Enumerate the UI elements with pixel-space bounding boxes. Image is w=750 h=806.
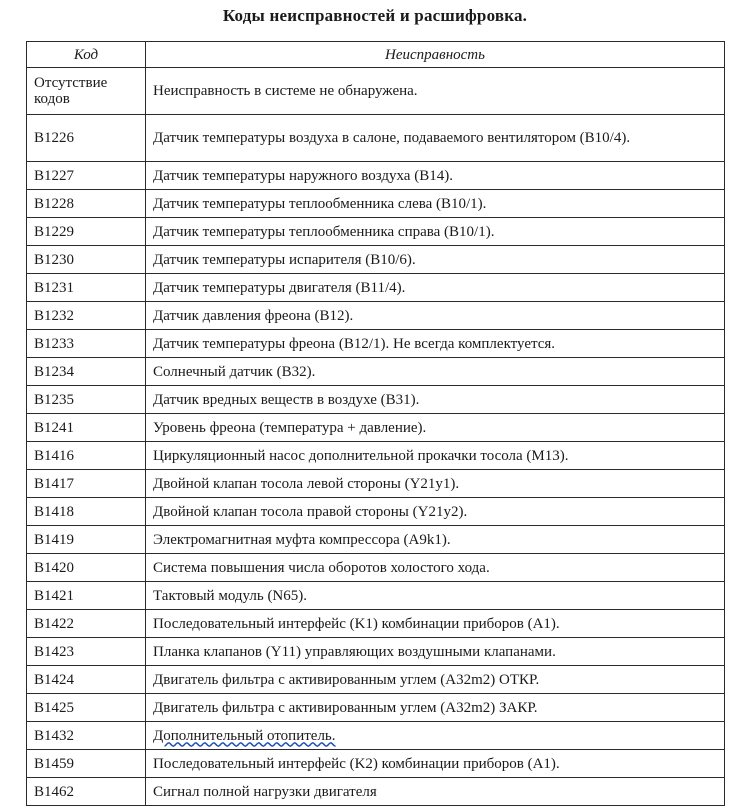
fault-description-cell: Датчик температуры теплообменника справа (B10/1).	[146, 218, 725, 246]
fault-code-cell: B1423	[27, 638, 146, 666]
table-row	[27, 68, 725, 115]
table-row	[27, 162, 725, 190]
fault-code-cell: B1231	[27, 274, 146, 302]
fault-description-cell: Датчик температуры наружного воздуха (B14).	[146, 162, 725, 190]
fault-description-cell: Циркуляционный насос дополнительной прокачки тосола (M13).	[146, 442, 725, 470]
fault-code-cell: B1229	[27, 218, 146, 246]
table-row	[27, 246, 725, 274]
fault-description-cell: Последовательный интерфейс (K1) комбинации приборов (A1).	[146, 610, 725, 638]
fault-code-cell: B1228	[27, 190, 146, 218]
fault-description-cell: Неисправность в системе не обнаружена.	[146, 68, 725, 115]
fault-code-cell: B1421	[27, 582, 146, 610]
fault-code-cell: B1241	[27, 414, 146, 442]
fault-code-cell: B1462	[27, 778, 146, 806]
fault-description-cell: Последовательный интерфейс (K2) комбинации приборов (A1).	[146, 750, 725, 778]
table-row	[27, 694, 725, 722]
fault-description-cell: Датчик температуры двигателя (B11/4).	[146, 274, 725, 302]
table-row	[27, 526, 725, 554]
fault-code-cell: B1235	[27, 386, 146, 414]
fault-code-cell: B1226	[27, 115, 146, 162]
table-row	[27, 610, 725, 638]
table-row	[27, 750, 725, 778]
fault-description-cell: Солнечный датчик (B32).	[146, 358, 725, 386]
fault-description-cell: Двойной клапан тосола левой стороны (Y21y1).	[146, 470, 725, 498]
table-row	[27, 218, 725, 246]
page-title: Коды неисправностей и расшифровка.	[222, 6, 528, 25]
fault-code-cell: Отсутствие кодов	[27, 68, 146, 115]
fault-description-cell: Двойной клапан тосола правой стороны (Y21y2).	[146, 498, 725, 526]
fault-description-text: Дополнительный отопитель.	[153, 727, 336, 744]
fault-description-cell: Планка клапанов (Y11) управляющих воздушными клапанами.	[146, 638, 725, 666]
fault-code-cell: B1424	[27, 666, 146, 694]
table-row	[27, 470, 725, 498]
fault-code-cell: B1420	[27, 554, 146, 582]
table-row	[27, 638, 725, 666]
fault-description-cell: Датчик температуры теплообменника слева (B10/1).	[146, 190, 725, 218]
table-row	[27, 442, 725, 470]
fault-code-cell: B1416	[27, 442, 146, 470]
fault-code-cell: B1227	[27, 162, 146, 190]
fault-code-cell: B1230	[27, 246, 146, 274]
fault-description-cell: Двигатель фильтра с активированным углем (A32m2) ОТКР.	[146, 666, 725, 694]
fault-code-cell: B1425	[27, 694, 146, 722]
fault-description-cell: Сигнал полной нагрузки двигателя	[146, 778, 725, 806]
fault-codes-table	[26, 41, 725, 806]
fault-code-cell: B1432	[27, 722, 146, 750]
fault-description-cell: Уровень фреона (температура + давление).	[146, 414, 725, 442]
fault-code-cell: B1233	[27, 330, 146, 358]
fault-description-cell: Датчик давления фреона (B12).	[146, 302, 725, 330]
table-row	[27, 414, 725, 442]
column-header-fault: Неисправность	[146, 42, 725, 68]
fault-description-cell: Датчик температуры испарителя (B10/6).	[146, 246, 725, 274]
fault-code-cell: B1419	[27, 526, 146, 554]
table-row	[27, 778, 725, 806]
table-row	[27, 190, 725, 218]
table-row	[27, 386, 725, 414]
table-row	[27, 554, 725, 582]
fault-code-cell: B1418	[27, 498, 146, 526]
fault-description-cell	[146, 722, 725, 750]
table-row	[27, 498, 725, 526]
fault-description-cell: Датчик температуры воздуха в салоне, подаваемого вентилятором (B10/4).	[146, 115, 725, 162]
table-row	[27, 115, 725, 162]
fault-description-cell: Электромагнитная муфта компрессора (A9k1).	[146, 526, 725, 554]
fault-code-cell: B1422	[27, 610, 146, 638]
table-row	[27, 358, 725, 386]
table-row	[27, 582, 725, 610]
table-row	[27, 722, 725, 750]
table-row	[27, 666, 725, 694]
fault-code-cell: B1417	[27, 470, 146, 498]
fault-description-cell: Двигатель фильтра с активированным углем (A32m2) ЗАКР.	[146, 694, 725, 722]
fault-description-cell: Система повышения числа оборотов холостого хода.	[146, 554, 725, 582]
table-body	[27, 68, 725, 806]
table-row	[27, 274, 725, 302]
fault-description-cell: Тактовый модуль (N65).	[146, 582, 725, 610]
table-row	[27, 302, 725, 330]
fault-description-cell: Датчик температуры фреона (B12/1). Не всегда комплектуется.	[146, 330, 725, 358]
fault-code-cell: B1234	[27, 358, 146, 386]
column-header-code: Код	[27, 42, 146, 68]
table-header-row	[27, 42, 725, 68]
fault-code-cell: B1232	[27, 302, 146, 330]
fault-code-cell: B1459	[27, 750, 146, 778]
table-row	[27, 330, 725, 358]
fault-description-cell: Датчик вредных веществ в воздухе (B31).	[146, 386, 725, 414]
